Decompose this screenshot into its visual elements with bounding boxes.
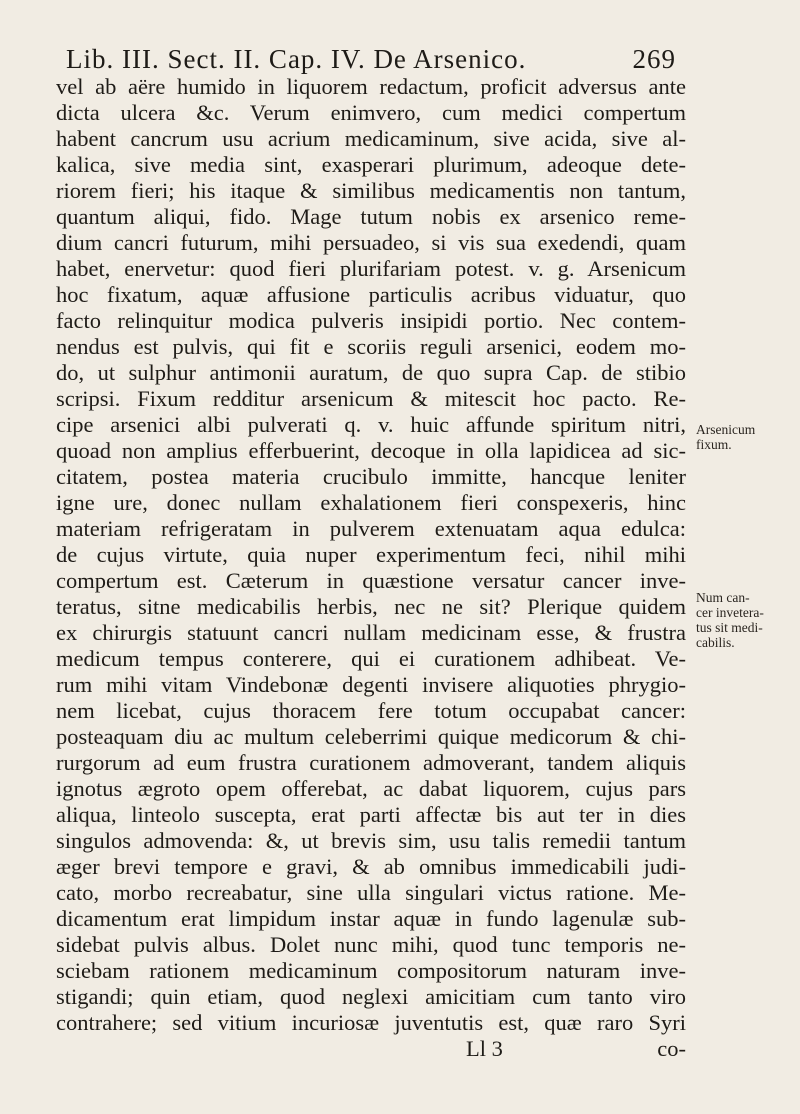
catchword: co- bbox=[657, 1036, 686, 1061]
text-line: igne ure, donec nullam exhalationem fieri conspexeris, hinc bbox=[56, 490, 686, 515]
marginal-note-cancer bbox=[696, 590, 796, 650]
text-line: posteaquam diu ac multum celeberrimi quique medicorum & chi- bbox=[56, 724, 686, 749]
marginal-note-line: Num can- bbox=[696, 590, 750, 605]
running-head-title: Lib. III. Sect. II. Cap. IV. De Arsenico. bbox=[66, 44, 527, 74]
marginal-note-line: cer invetera- bbox=[696, 605, 764, 620]
text-line: quoad non amplius efferbuerint, decoque in olla lapidicea ad sic- bbox=[56, 438, 686, 463]
marginal-note-arsenicum bbox=[696, 422, 796, 452]
text-line: medicum tempus conterere, qui ei curationem adhibeat. Ve- bbox=[56, 646, 686, 671]
text-line: vel ab aëre humido in liquorem redactum, proficit adversus ante bbox=[56, 74, 686, 99]
text-line: dicamentum erat limpidum instar aquæ in fundo lagenulæ sub- bbox=[56, 906, 686, 931]
text-line: facto relinquitur modica pulveris insipidi portio. Nec contem- bbox=[56, 308, 686, 333]
text-line: rurgorum ad eum frustra curationem admoverant, tandem aliquis bbox=[56, 750, 686, 775]
text-line: sidebat pulvis albus. Dolet nunc mihi, quod tunc temporis ne- bbox=[56, 932, 686, 957]
marginal-note-line: Arsenicum bbox=[696, 422, 756, 437]
text-line: cipe arsenici albi pulverati q. v. huic affunde spiritum nitri, bbox=[56, 412, 686, 437]
text-line: de cujus virtute, quia nuper experimentum feci, nihil mihi bbox=[56, 542, 686, 567]
signature-mark: Ll 3 bbox=[466, 1036, 503, 1061]
page-number: 269 bbox=[632, 44, 676, 74]
text-line: æger brevi tempore e gravi, & ab omnibus immedicabili judi- bbox=[56, 854, 686, 879]
text-line: nem licebat, cujus thoracem fere totum occupabat cancer: bbox=[56, 698, 686, 723]
text-line: contrahere; sed vitium incuriosæ juventutis est, quæ raro Syri bbox=[56, 1010, 686, 1035]
text-line: habent cancrum usu acrium medicaminum, sive acida, sive al- bbox=[56, 126, 686, 151]
text-line: dicta ulcera &c. Verum enimvero, cum medici compertum bbox=[56, 100, 686, 125]
text-line: cato, morbo recreabatur, sine ulla singulari victus ratione. Me- bbox=[56, 880, 686, 905]
text-line: kalica, sive media sint, exasperari plurimum, adeoque dete- bbox=[56, 152, 686, 177]
text-line: quantum aliqui, fido. Mage tutum nobis ex arsenico reme- bbox=[56, 204, 686, 229]
text-line: materiam refrigeratam in pulverem extenuatam aqua edulca: bbox=[56, 516, 686, 541]
text-line: sciebam rationem medicaminum compositorum naturam inve- bbox=[56, 958, 686, 983]
text-line: riorem fieri; his itaque & similibus medicamentis non tantum, bbox=[56, 178, 686, 203]
marginal-note-line: fixum. bbox=[696, 437, 732, 452]
text-line: stigandi; quin etiam, quod neglexi amicitiam cum tanto viro bbox=[56, 984, 686, 1009]
text-line: aliqua, linteolo suscepta, erat parti affectæ bis aut ter in dies bbox=[56, 802, 686, 827]
text-line: rum mihi vitam Vindebonæ degenti invisere aliquoties phrygio- bbox=[56, 672, 686, 697]
text-line: hoc fixatum, aquæ affusione particulis acribus viduatur, quo bbox=[56, 282, 686, 307]
text-line: singulos admovenda: &, ut brevis sim, usu talis remedii tantum bbox=[56, 828, 686, 853]
text-line: scripsi. Fixum redditur arsenicum & mitescit hoc pacto. Re- bbox=[56, 386, 686, 411]
text-line: ignotus ægroto opem offerebat, ac dabat liquorem, cujus pars bbox=[56, 776, 686, 801]
text-line: teratus, sitne medicabilis herbis, nec ne sit? Plerique quidem bbox=[56, 594, 686, 619]
text-line: do, ut sulphur antimonii auratum, de quo supra Cap. de stibio bbox=[56, 360, 686, 385]
text-line: dium cancri futurum, mihi persuadeo, si vis sua exedendi, quam bbox=[56, 230, 686, 255]
signature-line bbox=[176, 1036, 686, 1061]
text-line: compertum est. Cæterum in quæstione versatur cancer inve- bbox=[56, 568, 686, 593]
marginal-note-line: tus sit medi- bbox=[696, 620, 763, 635]
text-line: ex chirurgis statuunt cancri nullam medicinam esse, & frustra bbox=[56, 620, 686, 645]
marginal-note-line: cabilis. bbox=[696, 635, 735, 650]
text-line: nendus est pulvis, qui fit e scoriis reguli arsenici, eodem mo- bbox=[56, 334, 686, 359]
text-line: habet, enervetur: quod fieri plurifariam potest. v. g. Arsenicum bbox=[56, 256, 686, 281]
text-line: citatem, postea materia crucibulo immitte, hancque leniter bbox=[56, 464, 686, 489]
